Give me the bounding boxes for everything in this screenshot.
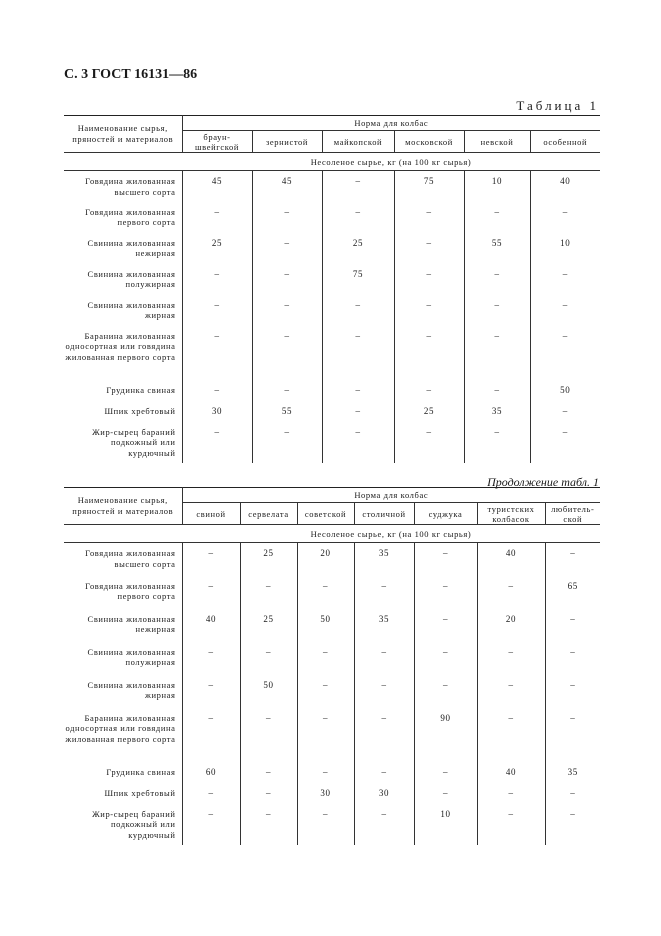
table-cell: – — [182, 675, 240, 708]
table-cell: – — [414, 642, 477, 675]
table-cell: – — [394, 326, 464, 380]
row-name: Баранина жилованная односортная или говядина жилованная первого сорта — [65, 330, 176, 362]
table-row — [64, 326, 600, 380]
table-cell: – — [545, 804, 600, 846]
table-cell: – — [252, 233, 322, 264]
table-row — [64, 609, 600, 642]
row-name: Шпик хребтовый — [104, 405, 176, 416]
table-row — [64, 708, 600, 762]
table-cell: – — [297, 762, 354, 783]
name-column-header: Наименование сырья, пряностей и материалов — [64, 116, 182, 153]
table-cell: – — [354, 576, 414, 609]
table-cell: – — [182, 642, 240, 675]
table-cell: – — [464, 380, 530, 401]
table-cell: – — [240, 762, 297, 783]
table-cell: – — [394, 295, 464, 326]
table-row — [64, 543, 600, 576]
table-cell: – — [414, 762, 477, 783]
table-cell: 40 — [477, 762, 545, 783]
table-cell: – — [297, 708, 354, 762]
group-header: Норма для колбас — [182, 116, 600, 131]
row-name: Свинина жилованная нежирная — [87, 237, 176, 258]
table-cell: – — [545, 708, 600, 762]
continuation-label: Продолжение табл. 1 — [487, 475, 599, 489]
table-cell: – — [354, 675, 414, 708]
table-cell: 50 — [240, 675, 297, 708]
table-cell: 40 — [182, 609, 240, 642]
table-cell: – — [322, 326, 394, 380]
table-cell: – — [464, 422, 530, 464]
table-cell: – — [545, 543, 600, 576]
table-cell: – — [252, 264, 322, 295]
table-cell: – — [297, 576, 354, 609]
table-cell: – — [394, 233, 464, 264]
table-row — [64, 804, 600, 846]
table-cell: – — [252, 380, 322, 401]
table-cell: – — [477, 804, 545, 846]
table-cell: – — [240, 804, 297, 846]
column-header: майкопской — [322, 131, 394, 153]
table-cell: – — [530, 422, 600, 464]
table-row — [64, 233, 600, 264]
table-cell: 55 — [464, 233, 530, 264]
column-header: суджука — [414, 503, 477, 525]
table-cell: 20 — [477, 609, 545, 642]
column-header: любитель-ской — [545, 503, 600, 525]
row-name: Жир-сырец бараний подкожный или курдючный — [92, 808, 176, 840]
table-cell: – — [354, 804, 414, 846]
table-cell: – — [182, 708, 240, 762]
table-cell: – — [530, 295, 600, 326]
table-row — [64, 783, 600, 804]
table-cell: – — [354, 708, 414, 762]
column-header: браун-швейгской — [182, 131, 252, 153]
table-cell: 30 — [182, 401, 252, 422]
table-cell: – — [354, 642, 414, 675]
table-cell: – — [182, 295, 252, 326]
table-cell: – — [414, 675, 477, 708]
table-cell: – — [394, 380, 464, 401]
table-cell: – — [322, 380, 394, 401]
group-header: Норма для колбас — [182, 488, 600, 503]
table-cell: 45 — [182, 171, 252, 202]
column-header: сервелата — [240, 503, 297, 525]
row-name: Жир-сырец бараний подкожный или курдючный — [92, 426, 176, 458]
table-cell: – — [297, 675, 354, 708]
table-cell: 25 — [322, 233, 394, 264]
table-cell: 45 — [252, 171, 322, 202]
table-cell: – — [297, 804, 354, 846]
table-cell: 25 — [394, 401, 464, 422]
table-cell: – — [530, 326, 600, 380]
table-cell: – — [545, 675, 600, 708]
table-cell: – — [322, 171, 394, 202]
row-name: Шпик хребтовый — [104, 787, 176, 798]
table-cell: – — [545, 642, 600, 675]
section-subheader: Несоленое сырье, кг (на 100 кг сырья) — [182, 153, 600, 171]
table-cell: – — [322, 202, 394, 233]
table-cell: – — [252, 202, 322, 233]
row-name: Грудинка свиная — [106, 384, 176, 395]
table-cell: 90 — [414, 708, 477, 762]
section-subheader: Несоленое сырье, кг (на 100 кг сырья) — [182, 525, 600, 543]
table-cell: – — [182, 264, 252, 295]
table-cell: 75 — [394, 171, 464, 202]
row-name: Свинина жилованная полужирная — [87, 646, 176, 667]
table-cell: – — [240, 576, 297, 609]
table-row — [64, 295, 600, 326]
table-cell: – — [477, 708, 545, 762]
table-cell: – — [182, 422, 252, 464]
table-row — [64, 202, 600, 233]
table-cell: – — [240, 783, 297, 804]
table-cell: – — [182, 783, 240, 804]
table-cell: 75 — [322, 264, 394, 295]
column-header: зернистой — [252, 131, 322, 153]
table-row — [64, 675, 600, 708]
table-cell: – — [182, 804, 240, 846]
table-cell: – — [464, 295, 530, 326]
table-cell: – — [464, 326, 530, 380]
row-name: Говядина жилованная высшего сорта — [85, 176, 176, 197]
table-row — [64, 171, 600, 202]
table-cell: 40 — [477, 543, 545, 576]
table-cell: – — [322, 295, 394, 326]
column-header: свиной — [182, 503, 240, 525]
column-header: московской — [394, 131, 464, 153]
table-cell: – — [464, 264, 530, 295]
table-cell: – — [322, 422, 394, 464]
row-name: Говядина жилованная первого сорта — [85, 580, 176, 601]
table-cell: – — [464, 202, 530, 233]
row-name: Говядина жилованная первого сорта — [85, 206, 176, 227]
table-cell: 10 — [464, 171, 530, 202]
table-cell: – — [414, 783, 477, 804]
row-name: Свинина жилованная полужирная — [87, 268, 176, 289]
table-cell: – — [530, 264, 600, 295]
table-cell: – — [477, 576, 545, 609]
table-cell: – — [545, 609, 600, 642]
table-cell: – — [240, 708, 297, 762]
table-cell: – — [240, 642, 297, 675]
table-row — [64, 576, 600, 609]
table-cell: – — [354, 762, 414, 783]
table-cell: – — [530, 401, 600, 422]
table-cell: – — [477, 783, 545, 804]
table-cell: 35 — [545, 762, 600, 783]
table-row — [64, 422, 600, 464]
table-cell: 25 — [240, 543, 297, 576]
row-name: Баранина жилованная односортная или говядина жилованная первого сорта — [65, 712, 176, 744]
table-cell: – — [182, 576, 240, 609]
table-cell: 20 — [297, 543, 354, 576]
table-row — [64, 264, 600, 295]
column-header: столичной — [354, 503, 414, 525]
table-cell: – — [545, 783, 600, 804]
column-header: невской — [464, 131, 530, 153]
table-cell: – — [182, 202, 252, 233]
column-header: особенной — [530, 131, 600, 153]
row-name: Говядина жилованная высшего сорта — [85, 548, 176, 569]
table-cell: – — [182, 380, 252, 401]
table-row — [64, 642, 600, 675]
table-cell: 65 — [545, 576, 600, 609]
table-cell: – — [414, 576, 477, 609]
table-cell: – — [477, 642, 545, 675]
table-cell: – — [477, 675, 545, 708]
table-cell: – — [394, 202, 464, 233]
table-cell: – — [182, 326, 252, 380]
table-cell: 50 — [530, 380, 600, 401]
page-header: С. 3 ГОСТ 16131—86 — [64, 67, 198, 82]
table-cell: 60 — [182, 762, 240, 783]
table-cell: 10 — [414, 804, 477, 846]
table-cell: 50 — [297, 609, 354, 642]
table-cell: – — [530, 202, 600, 233]
table-cell: – — [414, 543, 477, 576]
table-cell: – — [182, 543, 240, 576]
table-cell: – — [322, 401, 394, 422]
norms-table-1 — [64, 115, 600, 463]
table-cell: 25 — [240, 609, 297, 642]
table-cell: – — [394, 422, 464, 464]
table-label: Таблица 1 — [516, 98, 599, 113]
table-cell: 35 — [464, 401, 530, 422]
table-cell: 25 — [182, 233, 252, 264]
table-row — [64, 380, 600, 401]
column-header: советской — [297, 503, 354, 525]
table-cell: – — [297, 642, 354, 675]
norms-table-2 — [64, 487, 600, 845]
table-cell: 40 — [530, 171, 600, 202]
table-cell: – — [394, 264, 464, 295]
row-name: Свинина жилованная жирная — [87, 679, 176, 700]
table-cell: 30 — [354, 783, 414, 804]
column-header: туристских колбасок — [477, 503, 545, 525]
table-cell: 35 — [354, 609, 414, 642]
table-row — [64, 762, 600, 783]
row-name: Грудинка свиная — [106, 766, 176, 777]
table-cell: 30 — [297, 783, 354, 804]
table-cell: – — [252, 295, 322, 326]
table-cell: – — [252, 422, 322, 464]
row-name: Свинина жилованная жирная — [87, 299, 176, 320]
name-column-header: Наименование сырья, пряностей и материалов — [64, 488, 182, 525]
table-cell: – — [252, 326, 322, 380]
row-name: Свинина жилованная нежирная — [87, 613, 176, 634]
table-cell: 35 — [354, 543, 414, 576]
table-cell: 10 — [530, 233, 600, 264]
table-row — [64, 401, 600, 422]
table-cell: 55 — [252, 401, 322, 422]
table-cell: – — [414, 609, 477, 642]
